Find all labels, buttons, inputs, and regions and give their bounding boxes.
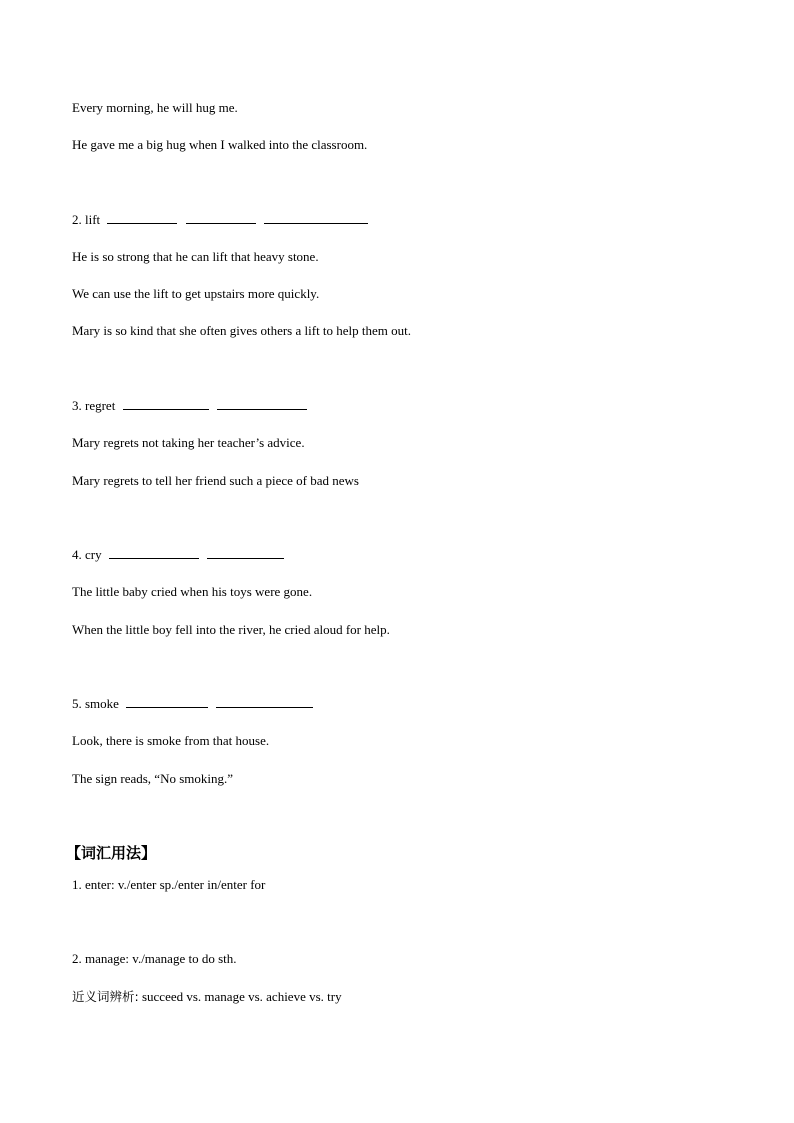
lift-prompt xyxy=(72,212,368,228)
lift-example-2: We can use the lift to get upstairs more quickly. xyxy=(72,286,320,301)
smoke-example-1: Look, there is smoke from that house. xyxy=(72,733,270,748)
lift-blank-3[interactable] xyxy=(264,212,368,224)
regret-label: 3. regret xyxy=(72,398,116,413)
regret-example-2: Mary regrets to tell her friend such a piece of bad news xyxy=(72,473,359,488)
synonym-text: succeed vs. manage vs. achieve vs. try xyxy=(138,989,342,1004)
usage-manage: 2. manage: v./manage to do sth. xyxy=(72,951,237,966)
cry-blank-2[interactable] xyxy=(207,547,284,559)
smoke-blank-1[interactable] xyxy=(126,696,208,708)
usage-synonym xyxy=(72,989,342,1005)
lift-label: 2. lift xyxy=(72,212,101,227)
hug-example-1: Every morning, he will hug me. xyxy=(72,100,238,115)
cry-label: 4. cry xyxy=(72,547,102,562)
regret-blank-2[interactable] xyxy=(217,398,307,410)
lift-blank-2[interactable] xyxy=(186,212,256,224)
regret-blank-1[interactable] xyxy=(123,398,209,410)
cry-example-2: When the little boy fell into the river, he cried aloud for help. xyxy=(72,622,390,637)
usage-enter: 1. enter: v./enter sp./enter in/enter for xyxy=(72,877,266,892)
lift-example-1: He is so strong that he can lift that heavy stone. xyxy=(72,249,319,264)
smoke-blank-2[interactable] xyxy=(216,696,313,708)
lift-example-3: Mary is so kind that she often gives others a lift to help them out. xyxy=(72,323,412,338)
smoke-prompt xyxy=(72,696,313,712)
smoke-label: 5. smoke xyxy=(72,696,119,711)
cry-prompt xyxy=(72,547,284,563)
regret-example-1: Mary regrets not taking her teacher’s advice. xyxy=(72,435,305,450)
regret-prompt xyxy=(72,398,307,414)
smoke-example-2: The sign reads, “No smoking.” xyxy=(72,771,234,786)
hug-example-2: He gave me a big hug when I walked into the classroom. xyxy=(72,137,368,152)
synonym-label: 近义词辨析: xyxy=(72,989,139,1004)
cry-blank-1[interactable] xyxy=(109,547,199,559)
usage-heading: 【词汇用法】 xyxy=(66,844,157,862)
cry-example-1: The little baby cried when his toys were gone. xyxy=(72,584,313,599)
lift-blank-1[interactable] xyxy=(107,212,177,224)
